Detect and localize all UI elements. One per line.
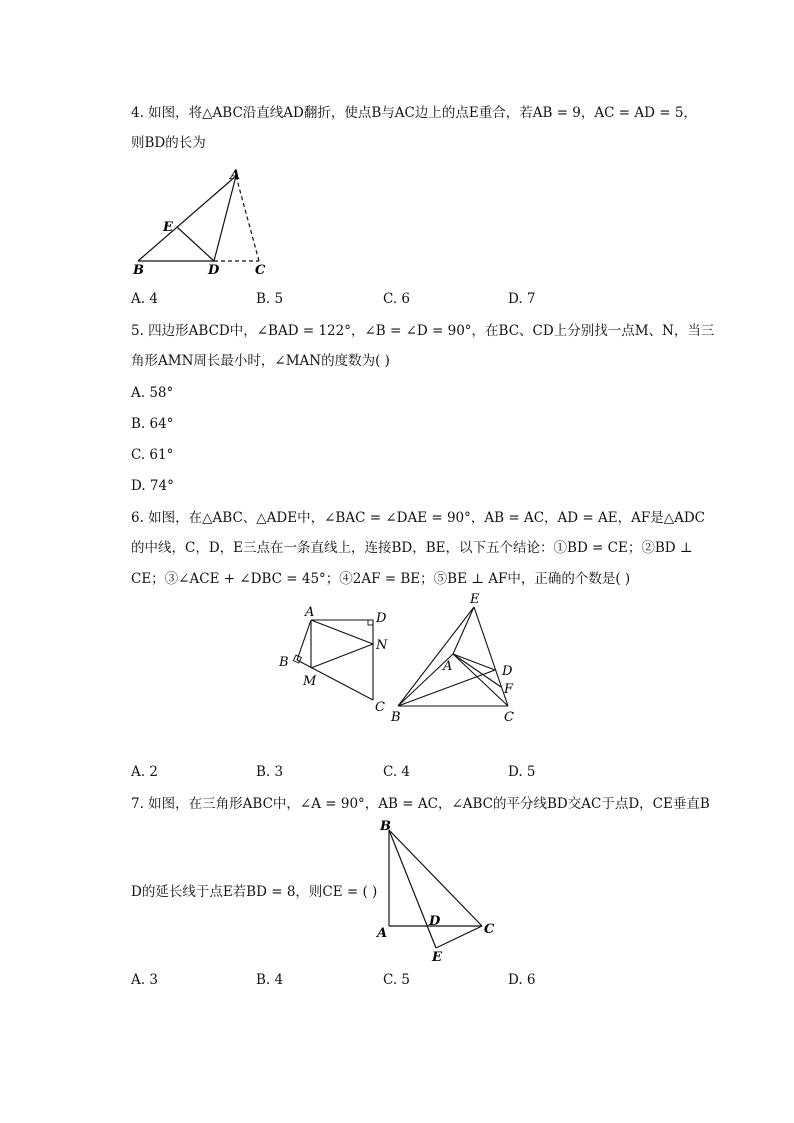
q7-label-B: B: [380, 819, 391, 834]
q6-text-line3: CE；③∠ACE + ∠DBC = 45°；④2AF = BE；⑤BE ⊥ AF中，正确的个数是( ): [131, 571, 631, 587]
q4-seg-AD: [214, 176, 236, 261]
q6a-seg-AN: [311, 620, 373, 644]
q7-choice-b: B. 4: [256, 972, 284, 988]
q7-label-A: A: [377, 926, 388, 941]
q4-choice-a: A. 4: [131, 291, 158, 307]
q5-text-line2: 角形AMN周长最小时，∠MAN的度数为( ): [131, 353, 390, 369]
q6-choice-d: D. 5: [508, 764, 536, 780]
q6b-seg-AD: [453, 654, 495, 670]
q4-label-C: C: [255, 263, 266, 278]
q5-choice-a: A. 58°: [131, 385, 174, 401]
q7-seg-BC: [389, 830, 482, 926]
q4-choice-d: D. 7: [508, 291, 536, 307]
q4-seg-AC: [236, 176, 259, 261]
q4-text-line2: 则BD的长为: [131, 135, 206, 151]
q6b-label-E: E: [470, 592, 480, 607]
q6-choice-c: C. 4: [383, 764, 411, 780]
q6b-seg-AC: [453, 654, 508, 706]
q4-label-A: A: [230, 168, 241, 183]
q7-choice-c: C. 5: [383, 972, 411, 988]
q6-text-line1: 6. 如图，在△ABC、△ADE中，∠BAC = ∠DAE = 90°，AB = AC，AD = AE，AF是△ADC: [131, 510, 705, 526]
q5-text-line1: 5. 四边形ABCD中，∠BAD = 122°，∠B = ∠D = 90°，在BC、CD上分别找一点M、N，当三: [131, 323, 715, 339]
q7-choice-d: D. 6: [508, 972, 536, 988]
q6a-seg-AB: [297, 620, 311, 660]
q7-label-D: D: [429, 914, 441, 929]
q4-text-line1: 4. 如图，将△ABC沿直线AD翻折，使点B与AC边上的点E重合，若AB = 9，AC = AD = 5，: [131, 105, 697, 121]
q6b-seg-EC: [474, 607, 508, 706]
q6-choice-a: A. 2: [131, 764, 158, 780]
q7-seg-CE: [436, 926, 482, 948]
q5-choice-c: C. 61°: [131, 447, 174, 463]
q4-seg-AB: [138, 176, 236, 261]
q6b-label-A: A: [443, 659, 453, 674]
q4-choice-c: C. 6: [383, 291, 411, 307]
q6b-seg-BE: [398, 607, 474, 706]
q6a-label-B: B: [279, 655, 289, 670]
q6-text-line2: 的中线，C，D，E三点在一条直线上，连接BD，BE，以下五个结论：①BD = CE；②BD ⊥: [131, 540, 693, 556]
q6a-label-A: A: [305, 605, 315, 620]
q6-figure-quadrilateral: [275, 600, 395, 720]
q4-label-D: D: [208, 263, 220, 278]
q6a-label-C: C: [375, 700, 385, 715]
q4-label-E: E: [163, 220, 173, 235]
q5-choice-b: B. 64°: [131, 416, 174, 432]
q6a-right-angle-D: [368, 620, 373, 625]
q4-figure: [128, 165, 278, 280]
q6-figure-triangles: [385, 590, 525, 725]
q6b-seg-BD: [398, 670, 495, 706]
q7-text-line1: 7. 如图，在三角形ABC中，∠A = 90°，AB = AC，∠ABC的平分线BD交AC于点D，CE垂直B: [131, 796, 710, 812]
q6a-label-N: N: [376, 638, 388, 653]
q5-choice-d: D. 74°: [131, 478, 174, 494]
q6a-seg-MN: [311, 644, 373, 668]
q7-label-C: C: [484, 922, 495, 937]
q6b-label-C: C: [504, 710, 514, 725]
q6b-label-D: D: [502, 664, 513, 679]
q6-choice-b: B. 3: [256, 764, 284, 780]
q6b-label-F: F: [504, 682, 514, 697]
q4-label-B: B: [133, 263, 144, 278]
q7-text-line2: D的延长线于点E若BD = 8，则CE = ( ): [131, 884, 378, 900]
q7-figure: [372, 815, 502, 965]
q7-label-E: E: [432, 950, 442, 965]
q4-seg-ED: [177, 227, 214, 261]
q6b-label-B: B: [391, 710, 401, 725]
q6a-label-M: M: [303, 674, 317, 689]
q4-choice-b: B. 5: [256, 291, 284, 307]
q6a-label-D: D: [376, 611, 387, 626]
q7-choice-a: A. 3: [131, 972, 158, 988]
q7-seg-BE: [389, 830, 436, 948]
